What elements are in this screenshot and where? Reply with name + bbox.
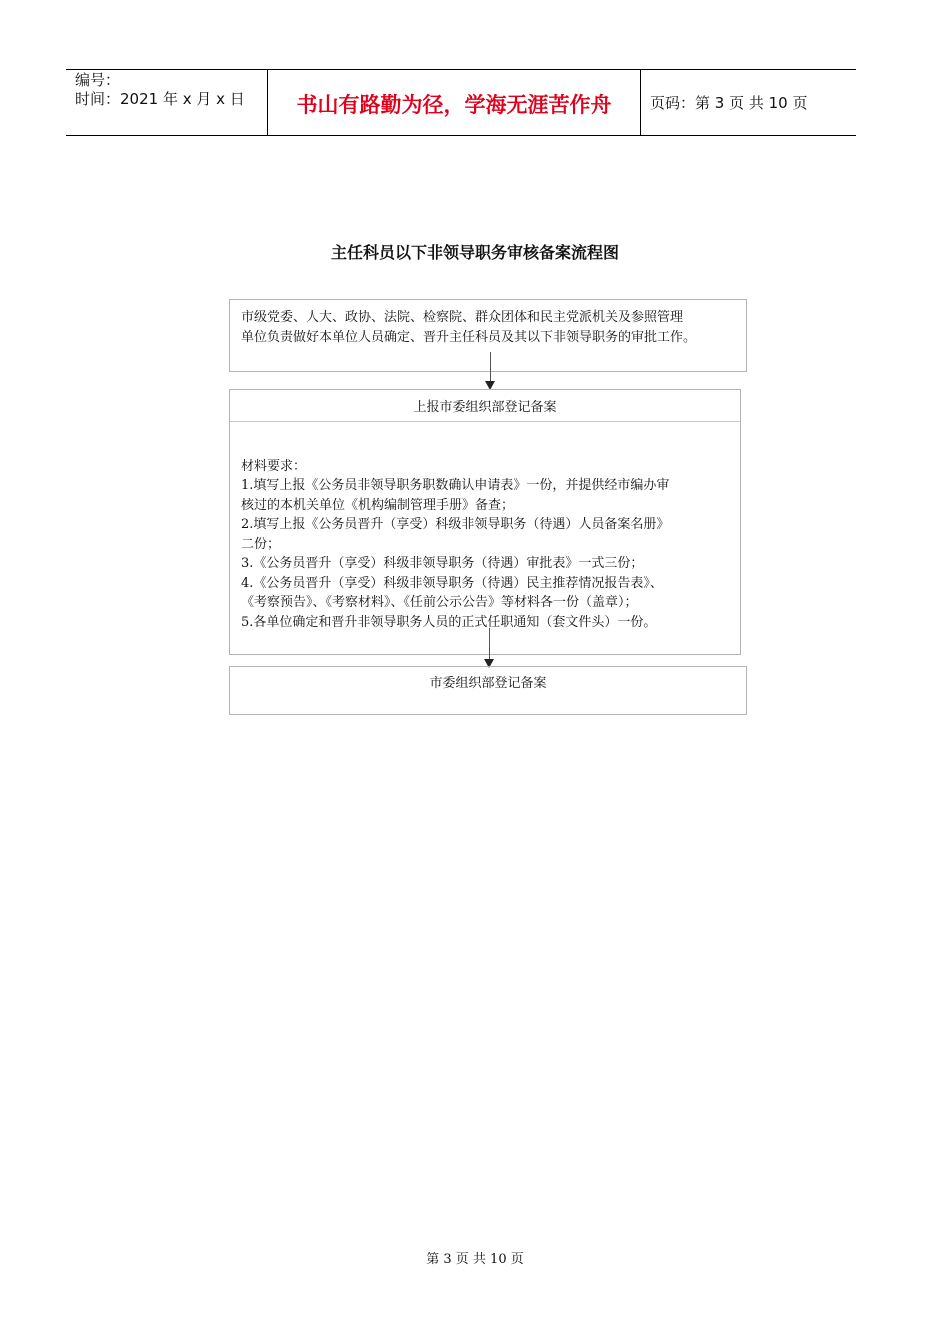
header-motto: 书山有路勤为径，学海无涯苦作舟: [296, 93, 612, 117]
box3-text: 市委组织部登记备案: [429, 676, 547, 691]
header-number-label: 编号：: [75, 71, 121, 89]
box2-req-title: 材料要求：: [241, 459, 307, 474]
box2-req-list: [241, 476, 669, 632]
flow-arrow-2-line: [489, 628, 490, 661]
req-line: 5.各单位确定和晋升非领导职务人员的正式任职通知（套文件头）一份。: [241, 614, 657, 630]
req-line: 《考察预告》、《考察材料》、《任前公示公告》等材料各一份（盖章）；: [241, 595, 638, 610]
page-title: 主任科员以下非领导职务审核备案流程图: [330, 243, 619, 262]
header-page-label: 页码：第 3 页 共 10 页: [650, 94, 808, 112]
box1-line: 市级党委、人大、政协、法院、检察院、群众团体和民主党派机关及参照管理: [241, 310, 684, 325]
page-footer: 第 3 页 共 10 页: [426, 1252, 524, 1267]
header-time-label: 时间：2021 年 x 月 x 日: [75, 90, 245, 108]
flow-box-final-registration: [229, 666, 747, 715]
box2-divider: [230, 421, 740, 422]
flow-arrow-1-line: [490, 352, 491, 382]
req-line: 3.《公务员晋升（享受）科级非领导职务（待遇）审批表》一式三份；: [241, 556, 644, 571]
header-divider-right: [640, 69, 641, 136]
box2-heading: 上报市委组织部登记备案: [413, 400, 557, 415]
header-bottom-rule: [66, 135, 856, 136]
header-top-rule: [66, 69, 856, 70]
flow-box-submit-units: [229, 299, 747, 372]
box1-line: 单位负责做好本单位人员确定、晋升主任科员及其以下非领导职务的审批工作。: [241, 330, 697, 345]
req-line: 二份；: [241, 536, 281, 552]
req-line: 核过的本机关单位《机构编制管理手册》备查；: [241, 497, 515, 513]
req-line: 1.填写上报《公务员非领导职务职数确认申请表》一份，并提供经市编办审: [241, 478, 670, 493]
req-line: 4.《公务员晋升（享受）科级非领导职务（待遇）民主推荐情况报告表》、: [241, 575, 663, 591]
flow-box-report-registration: [229, 389, 741, 655]
req-line: 2.填写上报《公务员晋升（享受）科级非领导职务（待遇）人员备案名册》: [241, 517, 670, 532]
